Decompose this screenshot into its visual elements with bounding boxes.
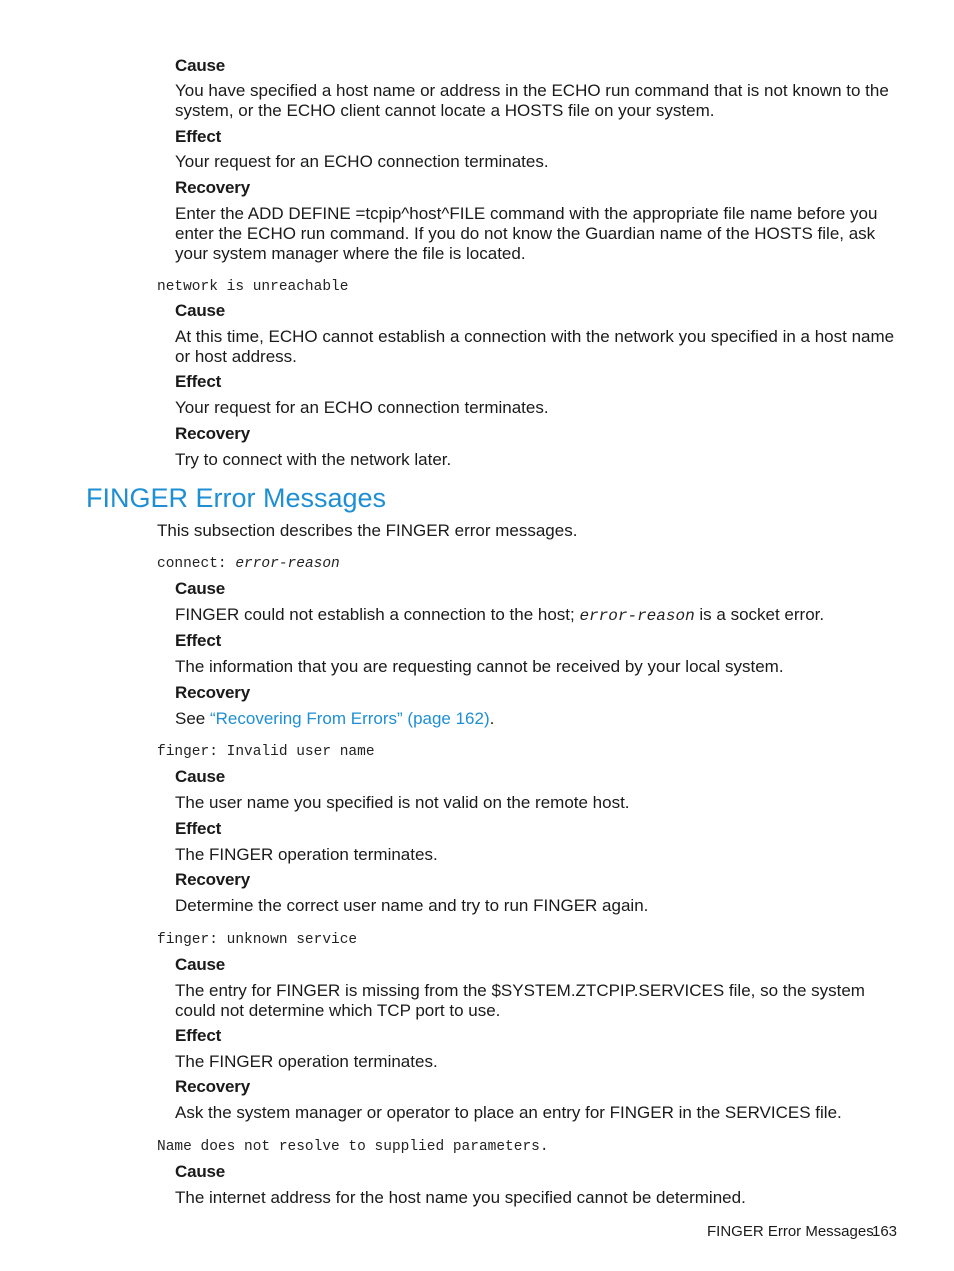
recovery-text	[175, 709, 494, 729]
effect-heading: Effect	[175, 819, 222, 838]
cause-text	[175, 605, 824, 626]
error-message-code: network is unreachable	[157, 279, 349, 295]
cause-text: The user name you specified is not valid on the remote host.	[175, 793, 630, 812]
error-message-code	[157, 556, 340, 572]
recovery-heading: Recovery	[175, 178, 250, 197]
recovery-heading: Recovery	[175, 1077, 250, 1096]
cause-heading: Cause	[175, 767, 226, 786]
section-title: FINGER Error Messages	[86, 483, 387, 513]
cause-text: At this time, ECHO cannot establish a connection with the network you specified in a host name or host address.	[175, 327, 895, 366]
recovery-text: Try to connect with the network later.	[175, 450, 452, 469]
cause-code: error-reason	[579, 607, 695, 625]
recovery-heading: Recovery	[175, 683, 250, 702]
code-italic: error-reason	[235, 556, 340, 572]
effect-text: Your request for an ECHO connection terminates.	[175, 152, 549, 171]
recovery-text: Determine the correct user name and try to run FINGER again.	[175, 896, 649, 915]
recovery-text: Ask the system manager or operator to place an entry for FINGER in the SERVICES file.	[175, 1103, 842, 1122]
cause-heading: Cause	[175, 579, 226, 598]
effect-heading: Effect	[175, 372, 222, 391]
effect-text: The information that you are requesting cannot be received by your local system.	[175, 657, 784, 676]
effect-heading: Effect	[175, 127, 222, 146]
effect-heading: Effect	[175, 631, 222, 650]
page-number: 163	[872, 1223, 898, 1240]
error-message-code: finger: Invalid user name	[157, 744, 375, 760]
recovery-text: Enter the ADD DEFINE =tcpip^host^FILE command with the appropriate file name before you enter the ECHO run command. If you do not know the Guardian name of the HOSTS file, ask your system manager where the file is located.	[175, 204, 878, 263]
cause-heading: Cause	[175, 955, 226, 974]
recovery-pre: See	[175, 709, 210, 728]
cause-text: You have specified a host name or address in the ECHO run command that is not known to the system, or the ECHO client cannot locate a HOSTS file on your system.	[175, 81, 889, 120]
recovering-from-errors-link[interactable]: “Recovering From Errors” (page 162)	[209, 709, 490, 728]
cause-heading: Cause	[175, 56, 226, 75]
section-intro: This subsection describes the FINGER error messages.	[157, 521, 578, 540]
effect-text: The FINGER operation terminates.	[175, 1052, 438, 1071]
effect-text: The FINGER operation terminates.	[175, 845, 438, 864]
cause-heading: Cause	[175, 1162, 226, 1181]
cause-text: The entry for FINGER is missing from the $SYSTEM.ZTCPIP.SERVICES file, so the system could not determine which TCP port to use.	[175, 981, 865, 1020]
recovery-post: .	[489, 709, 495, 728]
effect-heading: Effect	[175, 1026, 222, 1045]
code-plain: connect:	[157, 556, 236, 572]
effect-text: Your request for an ECHO connection terminates.	[175, 398, 549, 417]
error-message-code: finger: unknown service	[157, 932, 358, 948]
recovery-heading: Recovery	[175, 870, 250, 889]
recovery-heading: Recovery	[175, 424, 250, 443]
cause-text: The internet address for the host name you specified cannot be determined.	[175, 1188, 746, 1207]
cause-pre: FINGER could not establish a connection to the host;	[175, 605, 580, 624]
cause-post: is a socket error.	[694, 605, 825, 624]
error-message-code: Name does not resolve to supplied parameters.	[157, 1139, 549, 1155]
cause-heading: Cause	[175, 301, 226, 320]
footer-title: FINGER Error Messages	[707, 1223, 874, 1240]
